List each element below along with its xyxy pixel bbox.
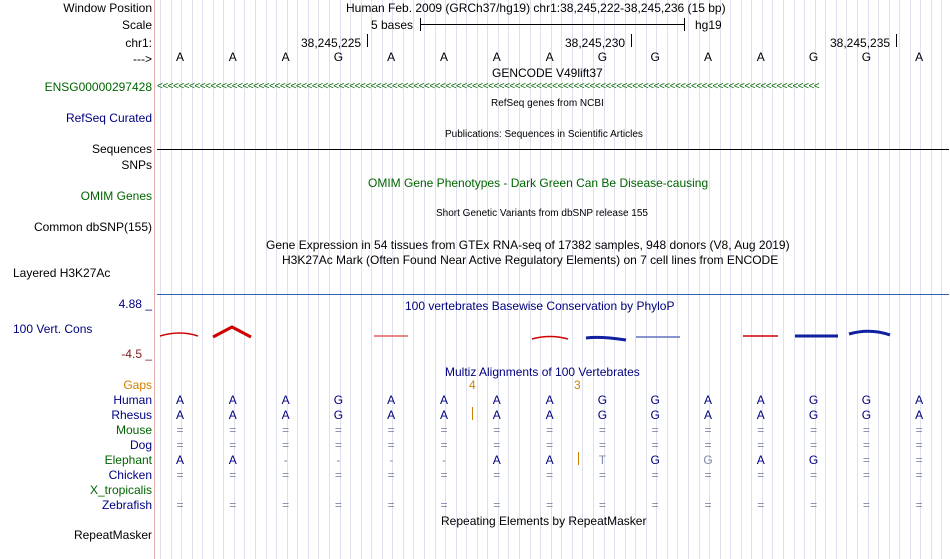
alignment-base: = [334,468,342,482]
h3k27ac-label[interactable]: Layered H3K27Ac [13,266,111,280]
alignment-base: A [387,393,396,407]
alignment-base: = [229,423,237,437]
alignment-base: A [915,393,924,407]
alignment-base: = [176,438,184,452]
alignment-base: = [915,423,923,437]
alignment-base: - [336,453,341,467]
alignment-base: = [282,468,290,482]
alignment-base: = [229,498,237,512]
alignment-base: A [439,393,448,407]
omim-label[interactable]: OMIM Genes [80,189,152,203]
cons-max-label: 4.88 _ [118,297,152,311]
sequence-base: A [703,50,712,64]
alignment-base: = [546,423,554,437]
alignment-base: = [387,423,395,437]
alignment-base: = [915,438,923,452]
alignment-base: = [651,423,659,437]
alignment-base: = [757,468,765,482]
alignment-base: = [493,423,501,437]
phylop-title: 100 vertebrates Basewise Conservation by PhyloP [405,299,675,313]
sequence-base: A [387,50,396,64]
h3k27ac-title: H3K27Ac Mark (Often Found Near Active Regulatory Elements) on 7 cell lines from ENCODE [282,253,779,267]
alignment-base: A [756,453,765,467]
phylop-peak-9 [849,331,890,335]
alignment-base: A [703,408,712,422]
dbsnp-title: Short Genetic Variants from dbSNP release 155 [436,208,648,219]
species-label[interactable]: Elephant [104,453,152,467]
alignment-base: = [334,423,342,437]
alignment-base: G [597,393,608,407]
alignment-base: = [757,438,765,452]
scale-db-text: hg19 [695,18,722,32]
alignment-base: = [915,453,923,467]
alignment-base: = [493,498,501,512]
alignment-base: G [333,393,344,407]
alignment-base: = [546,468,554,482]
alignment-base: = [704,498,712,512]
alignment-base: = [651,438,659,452]
alignment-base: A [492,393,501,407]
gap-count-1: 4 [469,378,476,392]
sequence-base: A [915,50,924,64]
species-label[interactable]: X_tropicalis [89,483,152,497]
alignment-base: A [281,408,290,422]
sequence-base: G [333,50,344,64]
alignment-base: A [545,453,554,467]
alignment-base: = [704,468,712,482]
phylop-peak-2 [213,327,251,337]
chr-label[interactable]: chr1: [125,36,152,50]
sequence-base: G [650,50,660,64]
alignment-base: A [915,408,924,422]
alignment-base: = [334,438,342,452]
strand-arrow-label[interactable]: ---> [133,52,152,66]
alignment-base: G [861,393,872,407]
alignment-base: = [862,438,870,452]
alignment-base: T [598,453,607,467]
alignment-base: G [703,453,713,467]
alignment-base: G [808,408,819,422]
alignment-base: = [282,438,290,452]
alignment-base: A [175,393,184,407]
alignment-base: G [808,393,819,407]
alignment-base: - [442,453,446,467]
repeatmasker-label[interactable]: RepeatMasker [73,528,152,542]
sequence-base: A [175,50,184,64]
alignment-base: A [175,408,184,422]
alignment-base: A [228,393,237,407]
alignment-base: = [493,468,501,482]
alignment-base: A [281,393,290,407]
alignment-base: = [598,468,606,482]
alignment-base: = [862,423,870,437]
omim-title: OMIM Gene Phenotypes - Dark Green Can Be Disease-causing [368,176,709,190]
alignment-base: - [283,453,288,467]
species-label[interactable]: Zebrafish [101,498,152,512]
snps-label[interactable]: SNPs [121,158,152,172]
scale-label[interactable]: Scale [121,18,152,32]
species-label[interactable]: Human [113,393,152,407]
sequence-base: G [597,50,608,64]
alignment-base: = [704,423,712,437]
alignment-base: = [862,498,870,512]
sequence-base: G [861,50,872,64]
alignment-base: = [810,468,818,482]
alignment-base: = [440,468,448,482]
phylop-peak-1 [160,333,198,336]
alignment-base: A [703,393,712,407]
refseq-label[interactable]: RefSeq Curated [65,111,152,125]
alignment-base: A [756,393,765,407]
alignment-base: = [810,423,818,437]
alignment-base: = [493,438,501,452]
scale-bar-text: 5 bases [371,18,414,32]
sequence-base: A [492,50,501,64]
alignment-base: = [598,423,606,437]
alignment-base: = [598,498,606,512]
alignment-base: = [915,468,923,482]
alignment-base: A [228,453,237,467]
gene-model-glyphs[interactable]: <<<<<<<<<<<<<<<<<<<<<<<<<<<<<<<<<<<<<<<<<<<<<<<<<<<<<<<<<<<<<<<<<<<<<<<<<<<<<<<<<<<<<<<<<<<<<<<<<<<<<<<<<<<<<<<<<<<<<<<<<<<< [157,81,820,92]
gap-count-2: 3 [574,378,581,392]
alignment-base: = [546,498,554,512]
alignment-base: = [757,423,765,437]
coord-label-3: 38,245,235 [830,36,891,50]
alignment-base: = [862,468,870,482]
alignment-base: = [387,498,395,512]
alignment-base: = [915,498,923,512]
coord-label-2: 38,245,230 [565,36,626,50]
alignment-base: A [439,408,448,422]
species-label[interactable]: Mouse [115,423,152,437]
dbsnp-label[interactable]: Common dbSNP(155) [33,220,152,234]
alignment-base: = [651,468,659,482]
alignment-base: G [650,408,660,422]
alignment-base: = [440,438,448,452]
window-position-label[interactable]: Window Position [63,1,152,15]
sequence-base: A [281,50,290,64]
alignment-base: = [810,498,818,512]
cons-label[interactable]: 100 Vert. Cons [13,322,93,336]
alignment-base: A [175,453,184,467]
alignment-base: A [492,408,501,422]
refseq-title: RefSeq genes from NCBI [491,98,604,109]
alignment-base: = [176,423,184,437]
alignment-base: = [757,498,765,512]
cons-min-label: -4.5 _ [121,347,152,361]
phylop-peak-5 [586,337,626,340]
alignment-base: A [545,393,554,407]
alignment-base: = [440,498,448,512]
sequence-base: A [545,50,554,64]
species-label[interactable]: Chicken [108,468,152,482]
alignment-base: = [387,438,395,452]
species-label[interactable]: Dog [129,438,152,452]
sequence-base: A [439,50,448,64]
alignment-base: G [650,393,660,407]
phylop-peak-4 [532,337,568,340]
alignment-base: G [597,408,608,422]
alignment-base: = [282,423,290,437]
repeatmasker-title: Repeating Elements by RepeatMasker [441,514,647,528]
alignment-base: - [389,453,394,467]
alignment-base: = [387,468,395,482]
assembly-position-text: Human Feb. 2009 (GRCh37/hg19) chr1:38,245,222-38,245,236 (15 bp) [346,1,726,15]
alignment-base: A [545,408,554,422]
gaps-label: Gaps [123,378,152,392]
gencode-title: GENCODE V49lift37 [492,66,603,80]
sequence-base: A [228,50,237,64]
multiz-title: Multiz Alignments of 100 Vertebrates [445,365,640,379]
alignment-base: = [334,498,342,512]
alignment-base: G [861,408,872,422]
alignment-base: = [229,438,237,452]
elephant-insertion-mark [578,452,579,465]
alignment-base: A [228,408,237,422]
alignment-base: G [650,453,660,467]
alignment-base: = [862,453,870,467]
alignment-base: A [387,408,396,422]
gene-id-label[interactable]: ENSG00000297428 [44,80,152,94]
alignment-base: = [598,438,606,452]
alignment-base: G [333,408,344,422]
alignment-base: = [229,468,237,482]
publications-title: Publications: Sequences in Scientific Articles [445,129,643,140]
gtex-title: Gene Expression in 54 tissues from GTEx RNA-seq of 17382 samples, 948 donors (V8, Aug 2019) [266,238,790,252]
rhesus-insertion-mark [472,407,473,420]
alignment-base: = [440,423,448,437]
alignment-base: = [546,438,554,452]
coord-label-1: 38,245,225 [301,36,362,50]
sequences-label[interactable]: Sequences [91,142,152,156]
alignment-base: = [651,498,659,512]
sequence-base: A [756,50,765,64]
alignment-base: = [704,438,712,452]
alignment-base: A [756,408,765,422]
alignment-base: = [176,498,184,512]
sequence-base: G [808,50,819,64]
alignment-base: = [282,498,290,512]
species-label[interactable]: Rhesus [111,408,152,422]
alignment-base: = [810,438,818,452]
alignment-base: A [492,453,501,467]
alignment-base: = [176,468,184,482]
alignment-base: G [808,453,819,467]
